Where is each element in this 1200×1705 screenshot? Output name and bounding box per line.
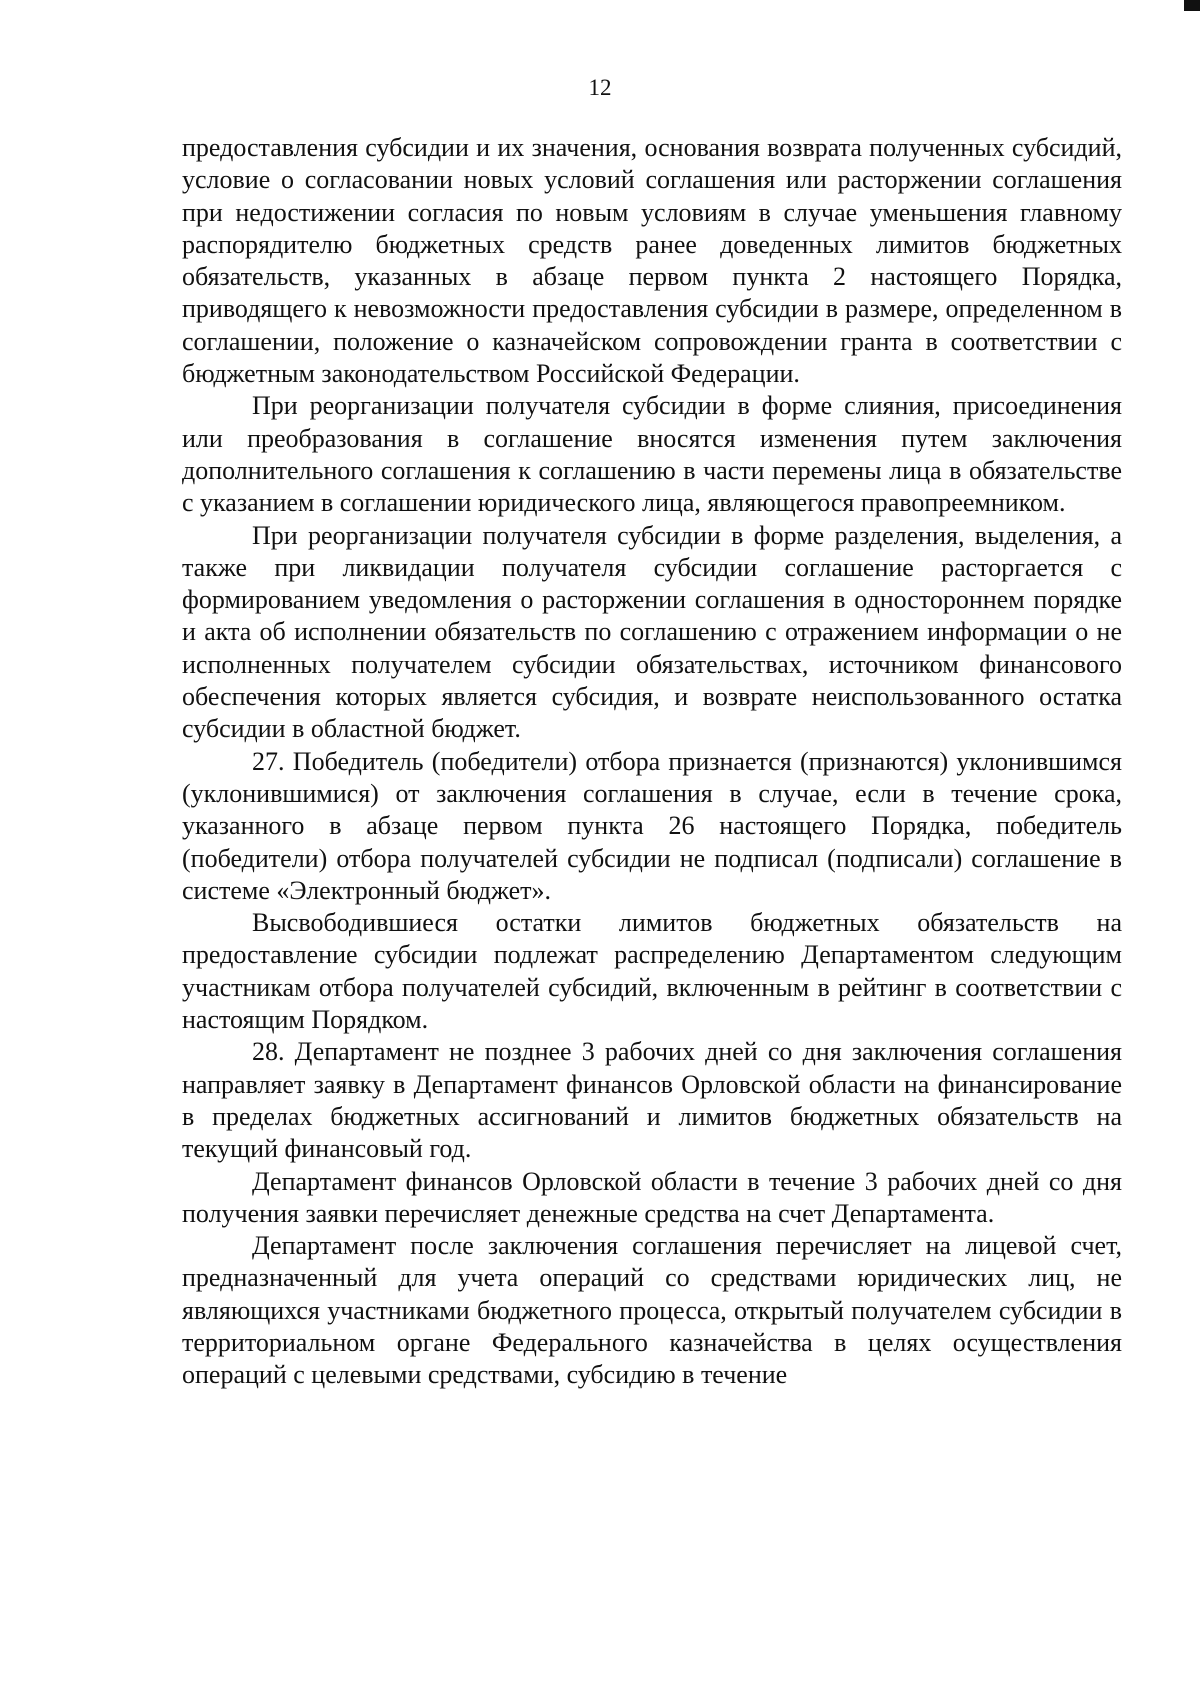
scan-corner-mark (1184, 0, 1200, 11)
paragraph-2: При реорганизации получателя субсидии в форме слияния, присоединения или преобразования в соглашение вносятся изменения путем заключения дополнительного соглашения к соглашению в части перемены лица в обязательстве с указанием в соглашении юридического лица, являющегося правопреемником. (182, 391, 1122, 518)
paragraph-3: При реорганизации получателя субсидии в форме разделения, выделения, а также при ликвидации получателя субсидии соглашение расторгается с формированием уведомления о расторжении соглашения в одностороннем порядке и акта об исполнении обязательств по соглашению с отражением информации о не исполненных получателем субсидии обязательствах, источником финансового обеспечения которых является субсидия, и возврате неиспользованного остатка субсидии в областной бюджет. (182, 520, 1122, 744)
paragraph-1: предоставления субсидии и их значения, основания возврата полученных субсидий, условие о согласовании новых условий соглашения или расторжении соглашения при недостижении согласия по новым условиям в случае уменьшения главному распорядителю бюджетных средств ранее доведенных лимитов бюджетных обязательств, указанных в абзаце первом пункта 2 настоящего Порядка, приводящего к невозможности предоставления субсидии в размере, определенном в соглашении, положение о казначейском сопровождении гранта в соответствии с бюджетным законодательством Российской Федерации. (182, 133, 1122, 389)
document-body (182, 132, 1122, 1392)
paragraph-8: Департамент после заключения соглашения перечисляет на лицевой счет, предназначенный для учета операций со средствами юридических лиц, не являющихся участниками бюджетного процесса, открытый получателем субсидии в территориальном органе Федерального казначейства в целях осуществления операций с целевыми средствами, субсидию в течение (182, 1231, 1122, 1390)
paragraph-5: Высвободившиеся остатки лимитов бюджетных обязательств на предоставление субсидии подлежат распределению Департаментом следующим участникам отбора получателей субсидий, включенным в рейтинг в соответствии с настоящим Порядком. (182, 908, 1122, 1035)
page-number: 12 (588, 75, 612, 100)
paragraph-7: Департамент финансов Орловской области в течение 3 рабочих дней со дня получения заявки перечисляет денежные средства на счет Департамента. (182, 1166, 1122, 1228)
paragraph-6: 28. Департамент не позднее 3 рабочих дней со дня заключения соглашения направляет заявку в Департамент финансов Орловской области на финансирование в пределах бюджетных ассигнований и лимитов бюджетных обязательств на текущий финансовый год. (182, 1037, 1122, 1164)
paragraph-4: 27. Победитель (победители) отбора признается (признаются) уклонившимся (уклонившимися) от заключения соглашения в случае, если в течение срока, указанного в абзаце первом пункта 26 настоящего Порядка, победитель (победители) отбора получателей субсидии не подписал (подписали) соглашение в системе «Электронный бюджет». (182, 746, 1122, 905)
